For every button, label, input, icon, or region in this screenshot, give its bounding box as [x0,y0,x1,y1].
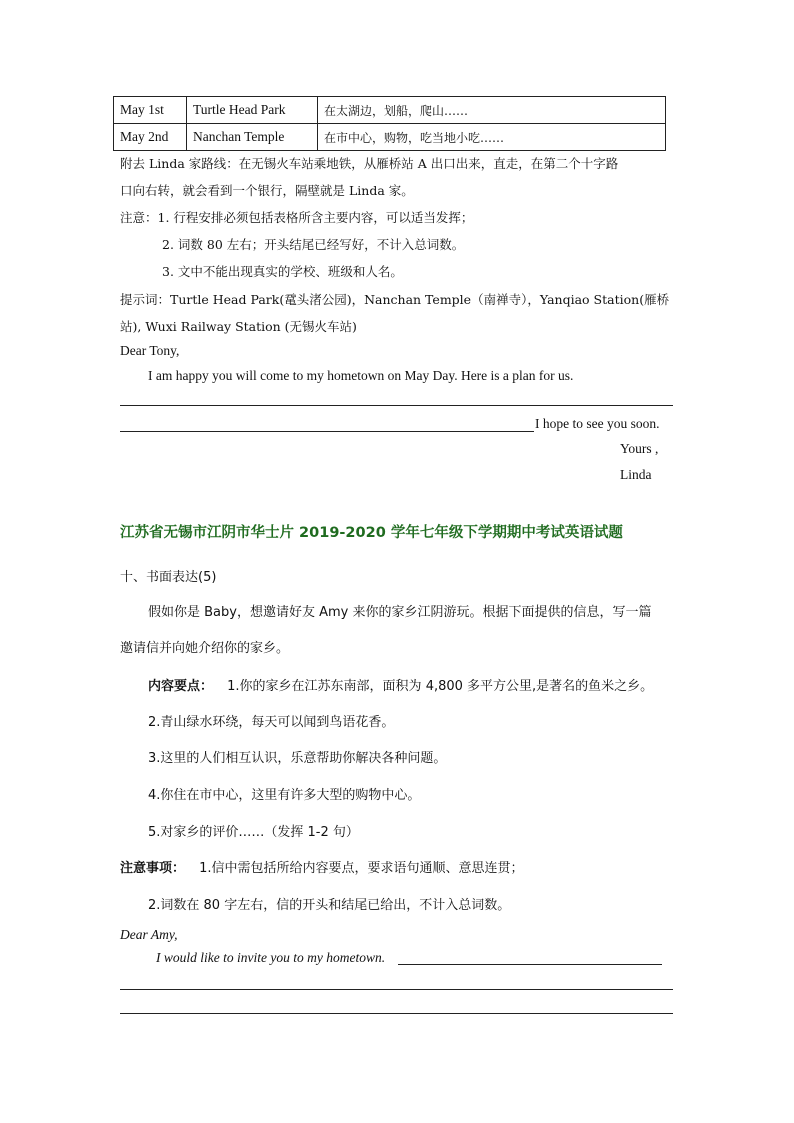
route-line: 附去 Linda 家路线：在无锡火车站乘地铁，从雁桥站 A 出口出来，直走，在第二个十字路 [120,156,619,171]
prompt-line: 邀请信并向她介绍你的家乡。 [120,641,290,656]
point-item: 2.青山绿水环绕，每天可以闻到鸟语花香。 [148,715,395,730]
date-cell: May 1st [114,97,187,124]
answer-line [120,989,673,990]
letter-sign-off: Yours , [620,441,659,456]
answer-line [120,1013,673,1014]
date-cell: May 2nd [114,124,187,151]
hint-line: 站), Wuxi Railway Station (无锡火车站) [120,319,357,334]
letter-greeting: Dear Tony, [120,343,180,358]
plan-table [113,96,666,151]
route-line: 口向右转，就会看到一个银行，隔壁就是 Linda 家。 [120,183,414,198]
answer-line [120,405,673,406]
activity-cell: 在市中心，购物，吃当地小吃…… [318,124,666,151]
notes-label: 注意事项： [120,861,186,876]
place-cell: Turtle Head Park [187,97,318,124]
letter-signature: Linda [620,467,652,482]
section-heading: 十、书面表达(5) [120,570,217,585]
notice-item: 2.词数在 80 字左右，信的开头和结尾已给出，不计入总词数。 [148,898,511,913]
notice-item: 1.信中需包括所给内容要点，要求语句通顺、意思连贯； [199,861,524,876]
letter-greeting: Dear Amy, [120,927,178,942]
point-item: 4.你住在市中心，这里有许多大型的购物中心。 [148,788,421,803]
point-item: 5.对家乡的评价……（发挥 1-2 句） [148,825,359,840]
letter-opening: I would like to invite you to my hometown. [156,950,386,965]
point-item: 3.这里的人们相互认识，乐意帮助你解决各种问题。 [148,751,447,766]
letter-closing: I hope to see you soon. [535,416,660,431]
prompt-line: 假如你是 Baby，想邀请好友 Amy 来你的家乡江阴游玩。根据下面提供的信息，写一篇 [148,605,652,620]
letter-opening: I am happy you will come to my hometown on May Day. Here is a plan for us. [148,368,574,383]
place-cell: Nanchan Temple [187,124,318,151]
point-item: 1.你的家乡在江苏东南部，面积为 4,800 多平方公里,是著名的鱼米之乡。 [227,679,654,694]
hint-line: 提示词：Turtle Head Park(鼋头渚公园)，Nanchan Temple（南禅寺），Yanqiao Station(雁桥 [120,292,670,307]
content-points [148,675,653,694]
points-label: 内容要点： [148,679,214,694]
exam-title: 江苏省无锡市江阴市华士片 2019-2020 学年七年级下学期期中考试英语试题 [120,525,623,541]
notice-item: 2. 词数 80 左右；开头结尾已经写好，不计入总词数。 [162,237,465,252]
table-row [114,124,666,151]
answer-line [398,964,662,965]
notice-item: 注意：1. 行程安排必须包括表格所含主要内容，可以适当发挥； [120,210,474,225]
table-row [114,97,666,124]
notice-section [120,857,524,876]
activity-cell: 在太湖边，划船，爬山…… [318,97,666,124]
notice-item: 3. 文中不能出现真实的学校、班级和人名。 [162,264,403,279]
answer-line [120,431,534,432]
